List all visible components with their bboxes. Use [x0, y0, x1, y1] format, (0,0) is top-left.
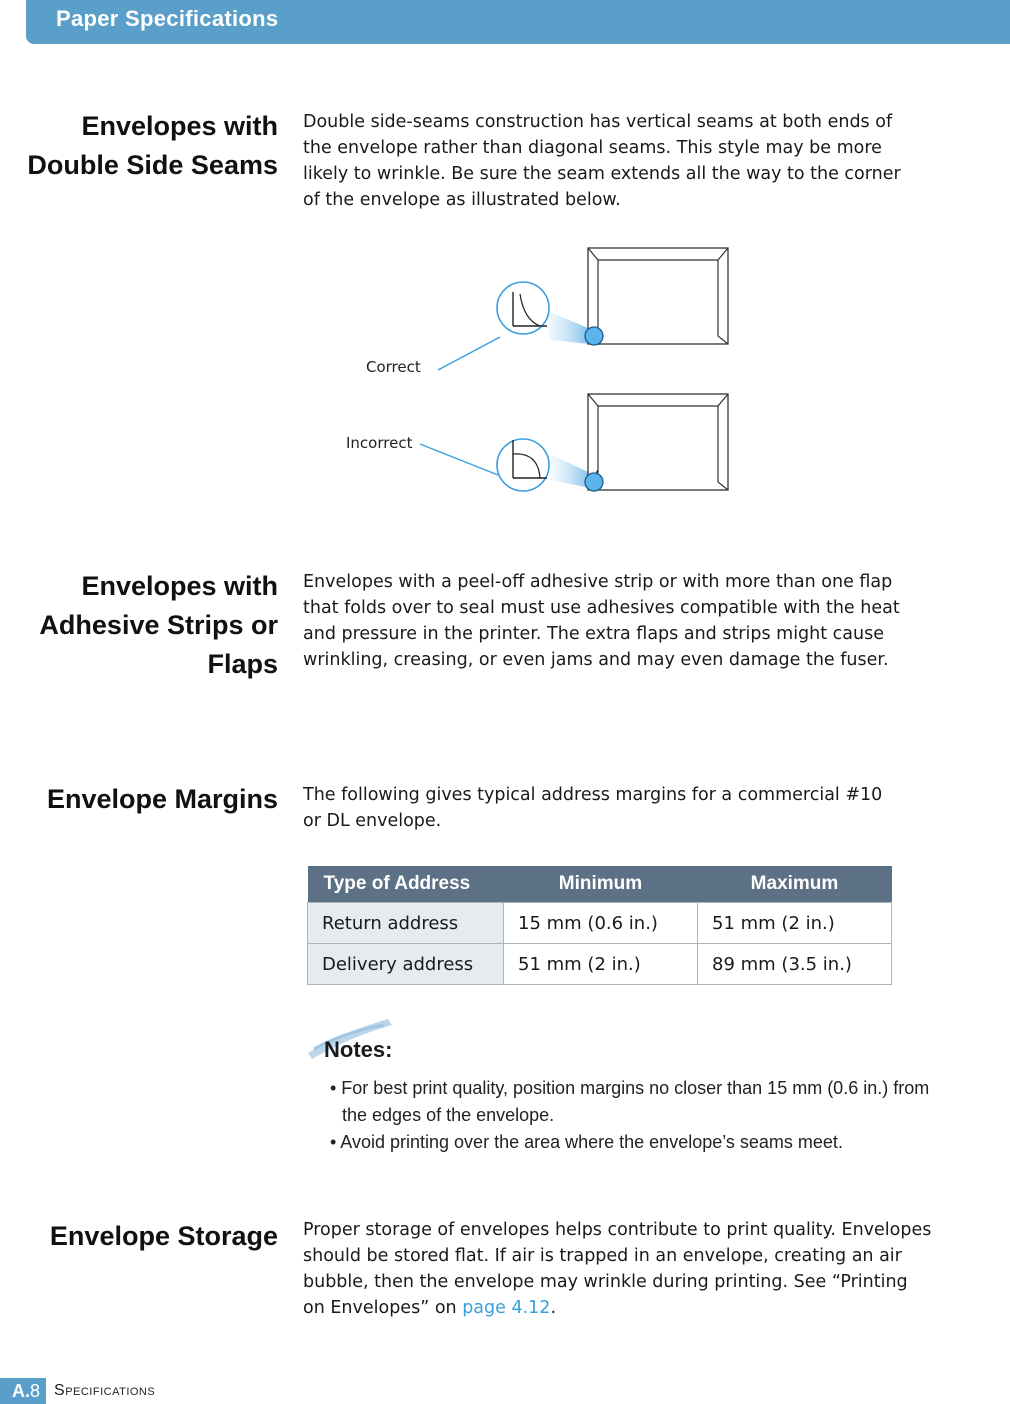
margins-table [307, 866, 892, 985]
double-seams-text [303, 109, 923, 213]
column-header: Type of Address [308, 866, 504, 903]
table-cell: 15 mm (0.6 in.) [504, 903, 698, 944]
storage-text-end: . [550, 1298, 557, 1318]
page-number: 8 [30, 1380, 41, 1401]
heading-line: Double Side Seams [27, 150, 278, 180]
notes-list [330, 1075, 930, 1156]
heading-envelope-storage [50, 1217, 278, 1256]
note-item: • Avoid printing over the area where the envelope’s seams meet. [330, 1132, 843, 1152]
table-cell: 51 mm (2 in.) [504, 944, 698, 985]
margins-text [303, 782, 903, 834]
heading-line: Envelopes with [81, 571, 278, 601]
page-number-tab [0, 1378, 46, 1404]
paragraph: Envelopes with a peel-off adhesive strip or with more than one flap that folds over to seal must use adhesives compatible with the heat and pressure in the printer. The extra flaps and strips might cause wrinkling, creasing, or even jams and may even damage the fuser. [303, 572, 900, 670]
seam-illustration [340, 240, 740, 500]
table-row [308, 903, 892, 944]
storage-text [303, 1217, 933, 1321]
table-cell: 89 mm (3.5 in.) [698, 944, 892, 985]
paragraph: Double side-seams construction has vertical seams at both ends of the envelope rather than diagonal seams. This style may be more likely to wrinkle. Be sure the seam extends all the way to the corner of the envelope as illustrated below. [303, 112, 901, 210]
table-header-row [308, 866, 892, 903]
heading-adhesive-strips [39, 567, 278, 684]
note-item: • For best print quality, position margins no closer than 15 mm (0.6 in.) from the edges of the envelope. [330, 1078, 930, 1125]
paragraph [303, 1217, 933, 1321]
table-cell: Delivery address [308, 944, 504, 985]
incorrect-label: Incorrect [346, 434, 413, 452]
adhesive-text [303, 569, 913, 673]
correct-label: Correct [366, 358, 421, 376]
page-prefix: A. [12, 1380, 30, 1401]
table-cell: 51 mm (2 in.) [698, 903, 892, 944]
storage-text-body: Proper storage of envelopes helps contribute to print quality. Envelopes should be stored flat. If air is trapped in an envelope, creating an air bubble, then the envelope may wrinkle during printing. See “Printing on Envelopes” on [303, 1220, 932, 1318]
section-name: Specifications [54, 1382, 156, 1399]
heading-line: Adhesive Strips or [39, 610, 278, 640]
column-header: Maximum [698, 866, 892, 903]
table-row [308, 944, 892, 985]
page-link[interactable]: page 4.12 [462, 1298, 551, 1318]
envelope-incorrect [420, 394, 728, 491]
heading-line: Envelope Margins [46, 784, 278, 814]
page-title: Paper Specifications [56, 6, 279, 31]
heading-line: Envelope Storage [49, 1221, 278, 1251]
page-footer [0, 1378, 155, 1404]
heading-envelope-margins [47, 780, 278, 819]
heading-line: Envelopes with [81, 111, 278, 141]
heading-double-side-seams [27, 107, 278, 185]
table-cell: Return address [308, 903, 504, 944]
heading-line: Flaps [207, 649, 278, 679]
envelope-correct [438, 248, 728, 370]
header-bar [26, 0, 1010, 44]
paragraph: The following gives typical address margins for a commercial #10 or DL envelope. [303, 785, 883, 831]
notes-title: Notes: [324, 1037, 393, 1062]
column-header: Minimum [504, 866, 698, 903]
